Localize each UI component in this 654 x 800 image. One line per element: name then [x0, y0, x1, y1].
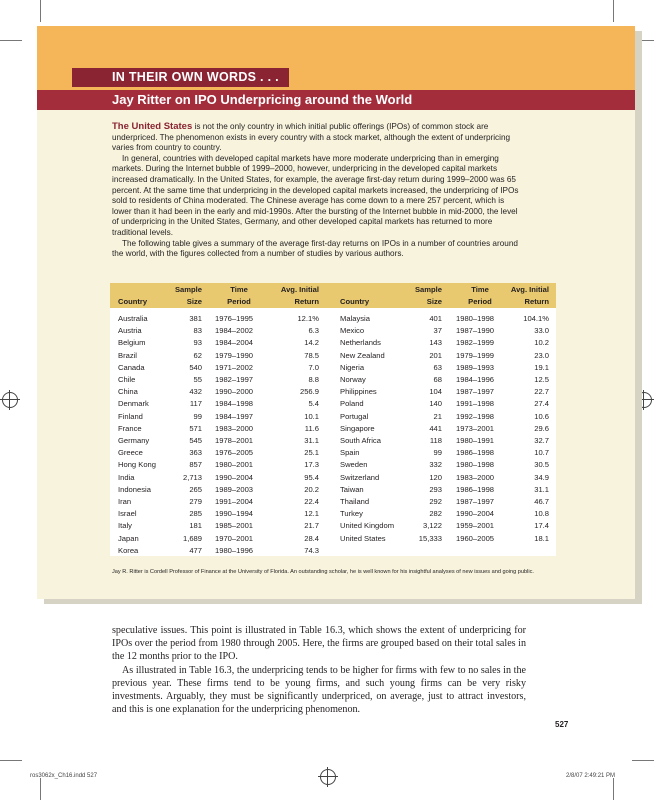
table-cell-sample-size: 181: [189, 521, 202, 531]
table-cell-time-period: 1986–1998: [456, 448, 495, 458]
table-cell-country: Norway: [340, 375, 366, 384]
body-paragraph-2: As illustrated in Table 16.3, the underpricing tends to be higher for firms with few to no sales in the previous year. These firms tend to be young firms, and such young firms can be very risky investments. Arguably, they must be significantly underpriced, on average, just to attract investors, and this is one explanation for the underpricing phenomenon.: [112, 664, 526, 716]
table-cell-country: China: [118, 387, 138, 397]
col-country: Country: [118, 297, 148, 306]
table-cell-time-period: 1990–1994: [215, 509, 254, 519]
table-cell-sample-size: 118: [429, 436, 442, 445]
table-cell-avg-return: 12.1: [304, 509, 319, 519]
table-cell-time-period: 1973–2001: [456, 423, 495, 433]
table-cell-avg-return: 104.1%: [523, 314, 549, 323]
crop-mark: [0, 40, 22, 41]
col-sample-1: Sample: [174, 285, 202, 294]
lead-in: The United States: [112, 121, 193, 132]
table-cell-sample-size: 363: [189, 448, 202, 458]
table-cell-avg-return: 33.0: [534, 326, 549, 336]
table-cell-country: Germany: [118, 436, 150, 445]
table-cell-time-period: 1991–1998: [456, 399, 495, 409]
table-cell-time-period: 1978–2001: [215, 436, 254, 445]
table-cell-sample-size: 55: [193, 375, 202, 384]
table-cell-time-period: 1990–2004: [456, 509, 495, 519]
table-cell-avg-return: 29.6: [534, 423, 549, 433]
table-cell-country: United Kingdom: [340, 521, 395, 531]
table-cell-country: Malaysia: [340, 314, 370, 323]
table-cell-country: Brazil: [118, 350, 137, 360]
table-cell-avg-return: 6.3: [308, 326, 319, 336]
table-cell-sample-size: 381: [189, 314, 202, 323]
table-cell-country: Iran: [118, 497, 132, 506]
table-cell-sample-size: 545: [189, 436, 202, 445]
table-cell-avg-return: 34.9: [534, 472, 549, 482]
table-cell-country: India: [118, 472, 135, 482]
box-paragraph-2: In general, countries with developed capital markets have more moderate underpricing than in emerging markets. During the Internet bubble of 1999–2000, however, underpricing in the developed capital markets increased dramatically. In the United States, for example, the average first-day return during 1999–2000 was 65 percent. At the same time that underpricing in the developed capital markets increased, the underpricing of IPOs sold to residents of China moderated. The Chinese average has come down to a mere 257 percent, which is lower than it had been in the early and mid-1990s. After the bursting of the Internet bubble in mid-2000, the level of underpricing in the United States, Germany, and other developed capital markets has returned to more traditional levels.: [112, 153, 519, 237]
crop-mark: [632, 760, 654, 761]
table-cell-avg-return: 31.1: [534, 484, 549, 494]
table-cell-avg-return: 19.1: [534, 362, 549, 372]
table-cell-time-period: 1984–1997: [215, 411, 254, 421]
table-cell-sample-size: 37: [433, 326, 442, 336]
table-cell-avg-return: 10.6: [534, 411, 549, 421]
crop-mark: [40, 0, 41, 22]
table-cell-sample-size: 540: [189, 362, 202, 372]
table-cell-sample-size: 68: [433, 375, 442, 384]
table-cell-time-period: 1990–2000: [215, 387, 254, 397]
table-cell-avg-return: 21.7: [304, 521, 319, 531]
table-cell-avg-return: 23.0: [534, 350, 549, 360]
table-cell-time-period: 1984–1996: [456, 375, 495, 384]
table-cell-sample-size: 99: [433, 448, 442, 458]
table-cell-avg-return: 22.4: [304, 497, 319, 506]
table-header: [110, 283, 556, 308]
table-cell-sample-size: 21: [433, 411, 442, 421]
table-cell-time-period: 1990–2004: [215, 472, 254, 482]
col-country-right: Country: [340, 297, 370, 306]
table-cell-time-period: 1984–2002: [215, 326, 254, 336]
table-cell-sample-size: 62: [193, 350, 202, 360]
table-cell-sample-size: 432: [189, 387, 202, 397]
table-cell-avg-return: 5.4: [308, 399, 319, 409]
body-text: [112, 624, 526, 716]
table-cell-time-period: 1983–2000: [215, 423, 254, 433]
table-cell-time-period: 1980–2001: [215, 460, 254, 470]
body-paragraph-1: speculative issues. This point is illustrated in Table 16.3, which shows the extent of underpricing for IPOs over the period from 1980 through 2005. Here, the firms are grouped based on their total sales in the 12 months prior to the IPO.: [112, 625, 526, 663]
table-cell-avg-return: 46.7: [534, 497, 549, 506]
table-cell-avg-return: 28.4: [304, 533, 319, 543]
table-cell-country: Switzerland: [340, 472, 380, 482]
box-paragraph-3: The following table gives a summary of the average first-day returns on IPOs in a number of countries around the world, with the figures collected from a number of studies by various authors.: [112, 238, 518, 259]
table-cell-country: Taiwan: [340, 484, 364, 494]
box-text: [112, 122, 522, 260]
box-header-label: IN THEIR OWN WORDS . . .: [72, 68, 289, 87]
table-cell-sample-size: 83: [193, 326, 202, 336]
box-para1-text: is not the only country in which initial public offerings (IPOs) of common stock are underpriced. The phenomenon exists in every country with a stock market, although the extent of underpricing varies from country to country.: [112, 122, 511, 153]
table-cell-avg-return: 78.5: [304, 350, 319, 360]
table-cell-avg-return: 25.1: [304, 448, 319, 458]
table-cell-country: New Zealand: [340, 350, 385, 360]
table-cell-sample-size: 571: [189, 423, 202, 433]
col-sample-right-1: Sample: [414, 285, 442, 294]
author-note: Jay R. Ritter is Cordell Professor of Finance at the University of Florida. An outstanding scholar, he is well known for his insightful analyses of new issues and going public.: [112, 569, 534, 575]
table-cell-country: Chile: [118, 375, 136, 384]
table-cell-country: Denmark: [118, 399, 149, 409]
box-title-text: Jay Ritter on IPO Underpricing around the World: [112, 92, 413, 107]
table-cell-time-period: 1987–1990: [456, 326, 495, 336]
table-cell-country: Australia: [118, 314, 148, 323]
table-cell-avg-return: 12.1%: [297, 314, 319, 323]
table-cell-avg-return: 8.8: [308, 375, 319, 384]
table-cell-avg-return: 30.5: [534, 460, 549, 470]
table-cell-time-period: 1976–1995: [215, 314, 254, 323]
table-cell-avg-return: 256.9: [299, 387, 319, 397]
table-cell-country: Indonesia: [118, 484, 151, 494]
table-cell-time-period: 1980–1996: [215, 545, 254, 555]
crop-mark: [40, 778, 41, 800]
col-return-1: Avg. Initial: [280, 285, 319, 294]
col-return-right-1: Avg. Initial: [510, 285, 549, 294]
table-cell-time-period: 1992–1998: [456, 411, 495, 421]
table-cell-time-period: 1980–1991: [456, 436, 495, 445]
slug-right: 2/8/07 2:49:21 PM: [566, 773, 616, 779]
table-cell-avg-return: 31.1: [304, 436, 319, 445]
table-cell-country: Portugal: [340, 411, 369, 421]
table-cell-country: Hong Kong: [118, 460, 156, 470]
table-cell-avg-return: 32.7: [534, 436, 549, 445]
table-cell-sample-size: 292: [429, 497, 442, 506]
table-cell-country: France: [118, 423, 142, 433]
table-cell-sample-size: 93: [193, 338, 202, 348]
table-cell-time-period: 1984–1998: [215, 399, 254, 409]
table-cell-sample-size: 2,713: [182, 472, 202, 482]
table-cell-sample-size: 293: [429, 484, 442, 494]
table-cell-avg-return: 95.4: [304, 472, 319, 482]
table-cell-country: United States: [340, 533, 386, 543]
table-cell-sample-size: 63: [433, 362, 442, 372]
table-cell-time-period: 1980–1998: [456, 314, 495, 323]
table-cell-country: Japan: [118, 533, 139, 543]
crop-mark: [613, 0, 614, 22]
table-cell-country: Nigeria: [340, 362, 365, 372]
table-cell-time-period: 1959–2001: [456, 521, 495, 531]
table-cell-sample-size: 441: [429, 423, 442, 433]
table-cell-sample-size: 104: [429, 387, 442, 397]
table-cell-sample-size: 201: [429, 350, 442, 360]
col-return-right-2: Return: [524, 297, 549, 306]
table-cell-sample-size: 15,333: [418, 533, 442, 543]
table-cell-sample-size: 282: [429, 509, 442, 519]
table-cell-country: Netherlands: [340, 338, 381, 348]
table-cell-sample-size: 265: [189, 484, 202, 494]
table-cell-country: Belgium: [118, 338, 146, 348]
table-cell-time-period: 1980–1998: [456, 460, 495, 470]
table-cell-sample-size: 3,122: [422, 521, 442, 531]
table-cell-time-period: 1987–1997: [456, 497, 495, 506]
col-sample-2: Size: [186, 297, 202, 306]
table-cell-time-period: 1982–1997: [215, 375, 254, 384]
table-cell-avg-return: 10.7: [534, 448, 549, 458]
table-cell-time-period: 1987–1997: [456, 387, 495, 397]
table-cell-time-period: 1979–1999: [456, 350, 495, 360]
col-time-2: Period: [227, 297, 251, 306]
col-sample-right-2: Size: [426, 297, 442, 306]
col-return-2: Return: [294, 297, 319, 306]
box-title: [37, 90, 635, 110]
table-cell-time-period: 1971–2002: [215, 362, 254, 372]
table-cell-country: Thailand: [340, 497, 370, 506]
table-cell-time-period: 1991–2004: [215, 497, 254, 506]
table-cell-sample-size: 401: [429, 314, 442, 323]
table-cell-country: Greece: [118, 448, 143, 458]
table-cell-avg-return: 10.8: [534, 509, 549, 519]
table-cell-avg-return: 74.3: [304, 545, 319, 555]
table-cell-time-period: 1989–1993: [456, 362, 495, 372]
table-cell-avg-return: 14.2: [304, 338, 319, 348]
table-cell-time-period: 1986–1998: [456, 484, 495, 494]
table-cell-country: Israel: [118, 509, 137, 519]
table-cell-time-period: 1985–2001: [215, 521, 254, 531]
table-cell-avg-return: 12.5: [534, 375, 549, 384]
ipo-returns-table: [110, 283, 556, 556]
table-cell-avg-return: 11.6: [304, 423, 319, 433]
table-cell-avg-return: 7.0: [308, 362, 319, 372]
table-cell-sample-size: 140: [429, 399, 442, 409]
col-time-right-1: Time: [471, 285, 489, 294]
table-cell-time-period: 1989–2003: [215, 484, 254, 494]
table-cell-country: Italy: [118, 521, 132, 531]
table-cell-country: Turkey: [340, 509, 363, 519]
table-cell-country: Finland: [118, 411, 143, 421]
registration-mark-icon: [2, 392, 18, 408]
table-cell-avg-return: 10.2: [534, 338, 549, 348]
table-cell-country: South Africa: [340, 436, 381, 445]
table-cell-sample-size: 117: [189, 399, 202, 409]
table-cell-sample-size: 1,689: [182, 533, 202, 543]
table-cell-sample-size: 477: [189, 545, 202, 555]
table-cell-time-period: 1960–2005: [456, 533, 495, 543]
table-cell-avg-return: 22.7: [534, 387, 549, 397]
table-cell-sample-size: 279: [189, 497, 202, 506]
table-cell-sample-size: 143: [429, 338, 442, 348]
table-cell-country: Canada: [118, 362, 145, 372]
table-cell-sample-size: 857: [189, 460, 202, 470]
table-cell-country: Philippines: [340, 387, 377, 397]
table-cell-avg-return: 10.1: [304, 411, 319, 421]
table-cell-country: Singapore: [340, 423, 375, 433]
table-cell-time-period: 1983–2000: [456, 472, 495, 482]
box-paragraph-1: [112, 122, 522, 154]
table-cell-sample-size: 285: [189, 509, 202, 519]
table-cell-country: Spain: [340, 448, 360, 458]
registration-mark-icon: [320, 769, 336, 785]
table-cell-time-period: 1979–1990: [215, 350, 254, 360]
table-cell-avg-return: 27.4: [534, 399, 549, 409]
table-cell-sample-size: 99: [193, 411, 202, 421]
table-cell-country: Sweden: [340, 460, 368, 470]
table-cell-country: Poland: [340, 399, 364, 409]
col-time-1: Time: [230, 285, 248, 294]
table-cell-time-period: 1970–2001: [215, 533, 254, 543]
page-number: 527: [555, 720, 569, 729]
crop-mark: [613, 778, 614, 800]
col-time-right-2: Period: [468, 297, 492, 306]
table-cell-avg-return: 17.3: [304, 460, 319, 470]
table-cell-time-period: 1976–2005: [215, 448, 254, 458]
crop-mark: [0, 760, 22, 761]
table-cell-avg-return: 18.1: [534, 533, 549, 543]
table-cell-country: Austria: [118, 326, 142, 336]
table-cell-avg-return: 20.2: [304, 484, 319, 494]
table-cell-country: Korea: [118, 545, 139, 555]
table-cell-avg-return: 17.4: [534, 521, 549, 531]
slug-left: ros3062x_Ch16.indd 527: [30, 773, 98, 779]
table-cell-country: Mexico: [340, 326, 365, 336]
table-cell-sample-size: 332: [429, 460, 442, 470]
table-cell-sample-size: 120: [429, 472, 442, 482]
table-cell-time-period: 1982–1999: [456, 338, 495, 348]
table-cell-time-period: 1984–2004: [215, 338, 254, 348]
